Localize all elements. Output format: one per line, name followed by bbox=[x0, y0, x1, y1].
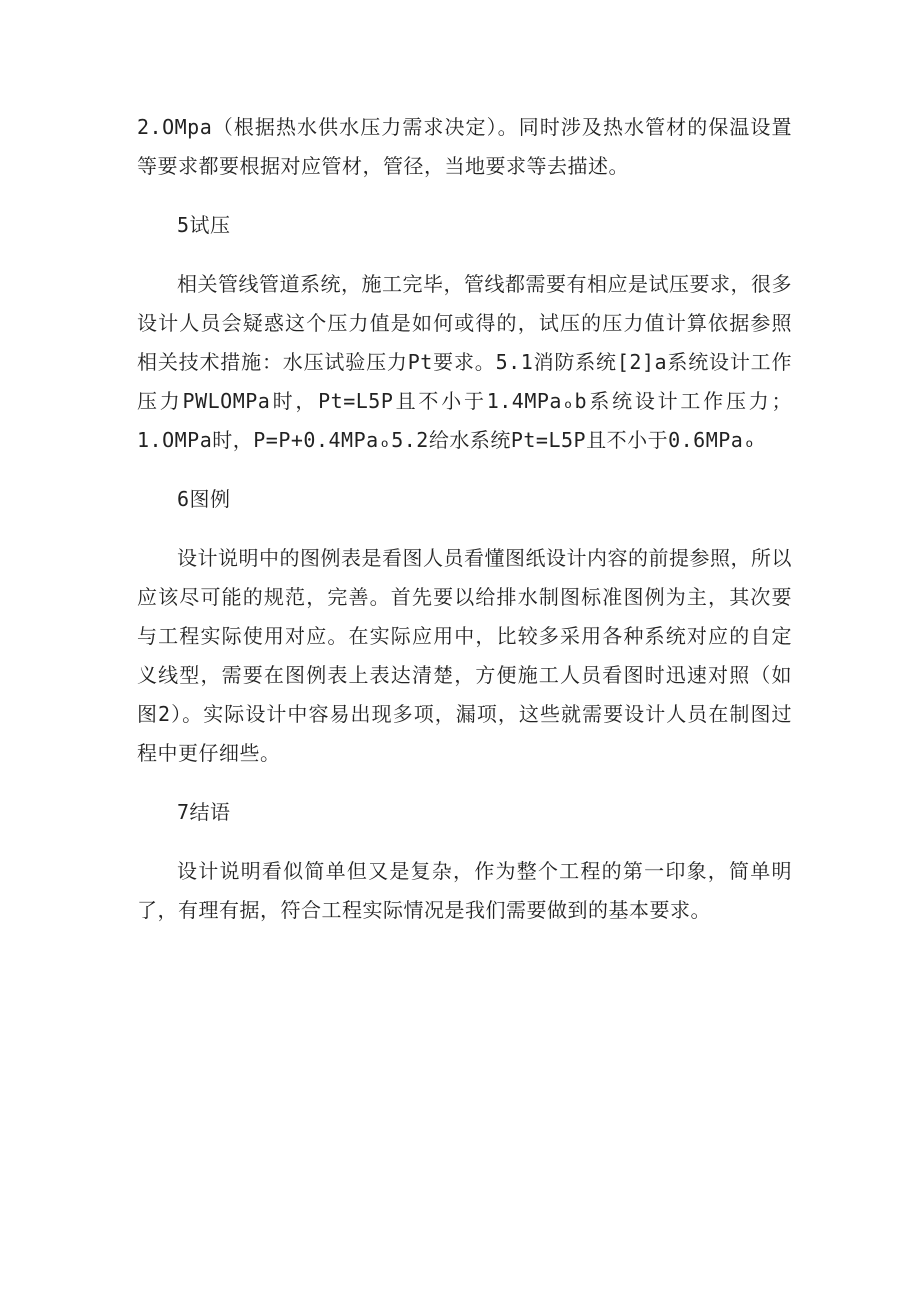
paragraph-legend: 设计说明中的图例表是看图人员看懂图纸设计内容的前提参照，所以应该尽可能的规范，完善。首先要以给排水制图标准图例为主，其次要与工程实际使用对应。在实际应用中，比较多采用各种系统对应的自定义线型，需要在图例表上表达清楚，方便施工人员看图时迅速对照（如图2）。实际设计中容易出现多项，漏项，这些就需要设计人员在制图过程中更仔细些。 bbox=[137, 546, 792, 765]
section-heading-conclusion: 7结语 bbox=[177, 800, 231, 824]
paragraph-conclusion: 设计说明看似简单但又是复杂，作为整个工程的第一印象，简单明了，有理有据，符合工程实际情况是我们需要做到的基本要求。 bbox=[137, 859, 792, 922]
paragraph-pressure-test: 相关管线管道系统，施工完毕，管线都需要有相应是试压要求，很多设计人员会疑惑这个压力值是如何或得的，试压的压力值计算依据参照相关技术措施：水压试验压力Pt要求。5.1消防系统[2]a系统设计工作压力PWLOMPa时，Pt=L5P且不小于1.4MPaₒb系统设计工作压力；1.OMPa时，P=P+0.4MPaₒ5.2给水系统Pt=L5P且不小于0.6MPaₒ bbox=[137, 272, 792, 452]
section-heading-pressure-test: 5试压 bbox=[177, 213, 231, 237]
section-heading-legend: 6图例 bbox=[177, 487, 231, 511]
document-body bbox=[137, 108, 792, 950]
paragraph-hot-water-pressure: 2.OMpa（根据热水供水压力需求决定）。同时涉及热水管材的保温设置等要求都要根据对应管材，管径，当地要求等去描述。 bbox=[137, 115, 792, 178]
